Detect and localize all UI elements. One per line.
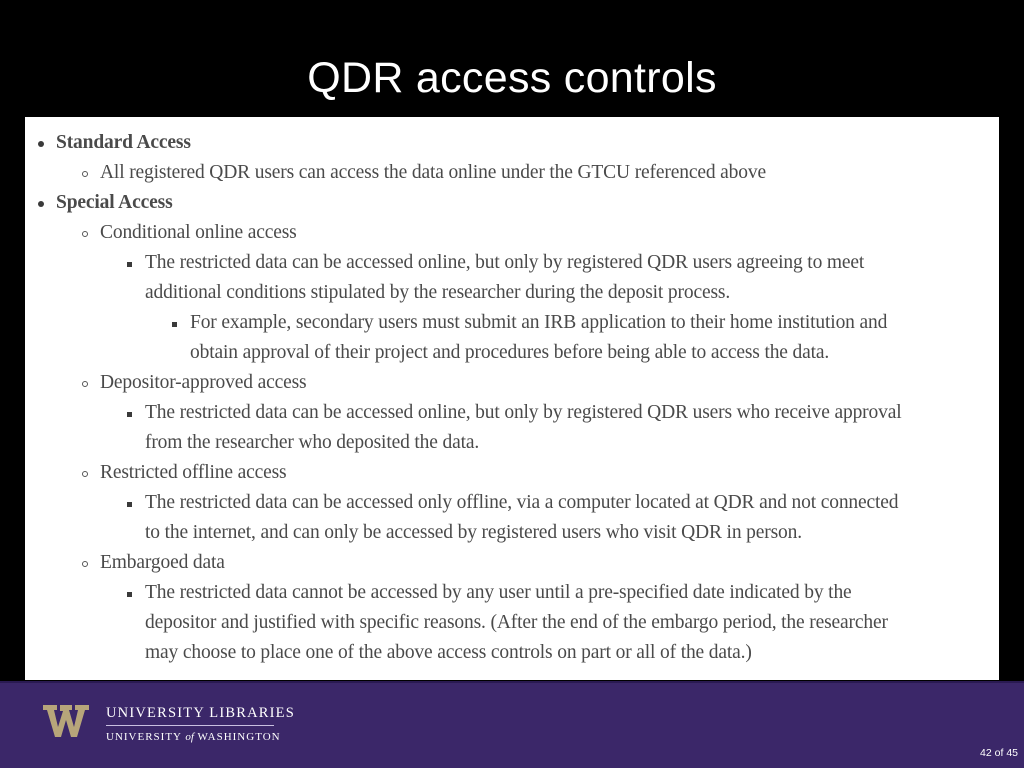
offline-access-text-line: The restricted data can be accessed only offline, via a computer located at QDR and not connected — [145, 492, 899, 513]
conditional-access-text-line: The restricted data can be accessed online, but only by registered QDR users agreeing to meet — [145, 252, 865, 273]
footer-divider — [0, 681, 1024, 683]
bullet-square-icon — [127, 412, 132, 417]
bullet-circle-icon — [82, 381, 88, 387]
bullet-disc-icon — [38, 201, 44, 207]
bullet-square-icon — [127, 262, 132, 267]
footer-bar — [0, 681, 1024, 768]
conditional-access-text-line: additional conditions stipulated by the researcher during the deposit process. — [145, 282, 731, 303]
embargo-text-line: depositor and justified with specific reasons. (After the end of the embargo period, the researcher — [145, 612, 888, 633]
depositor-access-heading: Depositor-approved access — [100, 372, 307, 393]
org-name-secondary-pre: UNIVERSITY — [106, 731, 182, 743]
embargo-heading: Embargoed data — [100, 552, 225, 573]
org-name-divider — [106, 725, 274, 726]
content-panel — [25, 117, 999, 680]
org-name-secondary-post: WASHINGTON — [197, 731, 281, 743]
bullet-circle-icon — [82, 171, 88, 177]
depositor-access-text-line: The restricted data can be accessed online, but only by registered QDR users who receive approval — [145, 402, 902, 423]
uw-w-logo-icon — [42, 703, 90, 739]
special-access-heading: Special Access — [56, 192, 173, 213]
depositor-access-text-line: from the researcher who deposited the data. — [145, 432, 480, 453]
conditional-example-line: obtain approval of their project and procedures before being able to access the data. — [190, 342, 830, 363]
bullet-circle-icon — [82, 471, 88, 477]
bullet-square-icon — [127, 592, 132, 597]
page-number: 42 of 45 — [980, 747, 1018, 759]
bullet-circle-icon — [82, 231, 88, 237]
org-name-secondary — [106, 729, 281, 745]
org-name-secondary-of: of — [185, 731, 194, 743]
org-name-primary: UNIVERSITY LIBRARIES — [106, 705, 296, 721]
embargo-text-line: may choose to place one of the above access controls on part or all of the data.) — [145, 642, 752, 663]
conditional-example-line: For example, secondary users must submit an IRB application to their home institution and — [190, 312, 888, 333]
offline-access-heading: Restricted offline access — [100, 462, 287, 483]
bullet-square-icon — [172, 322, 177, 327]
conditional-access-heading: Conditional online access — [100, 222, 297, 243]
bullet-disc-icon — [38, 141, 44, 147]
standard-access-heading: Standard Access — [56, 132, 191, 153]
slide-title: QDR access controls — [307, 54, 717, 102]
offline-access-text-line: to the internet, and can only be accessed by registered users who visit QDR in person. — [145, 522, 802, 543]
bullet-square-icon — [127, 502, 132, 507]
standard-access-item: All registered QDR users can access the data online under the GTCU referenced above — [100, 162, 766, 183]
bullet-circle-icon — [82, 561, 88, 567]
embargo-text-line: The restricted data cannot be accessed by any user until a pre-specified date indicated by the — [145, 582, 852, 603]
